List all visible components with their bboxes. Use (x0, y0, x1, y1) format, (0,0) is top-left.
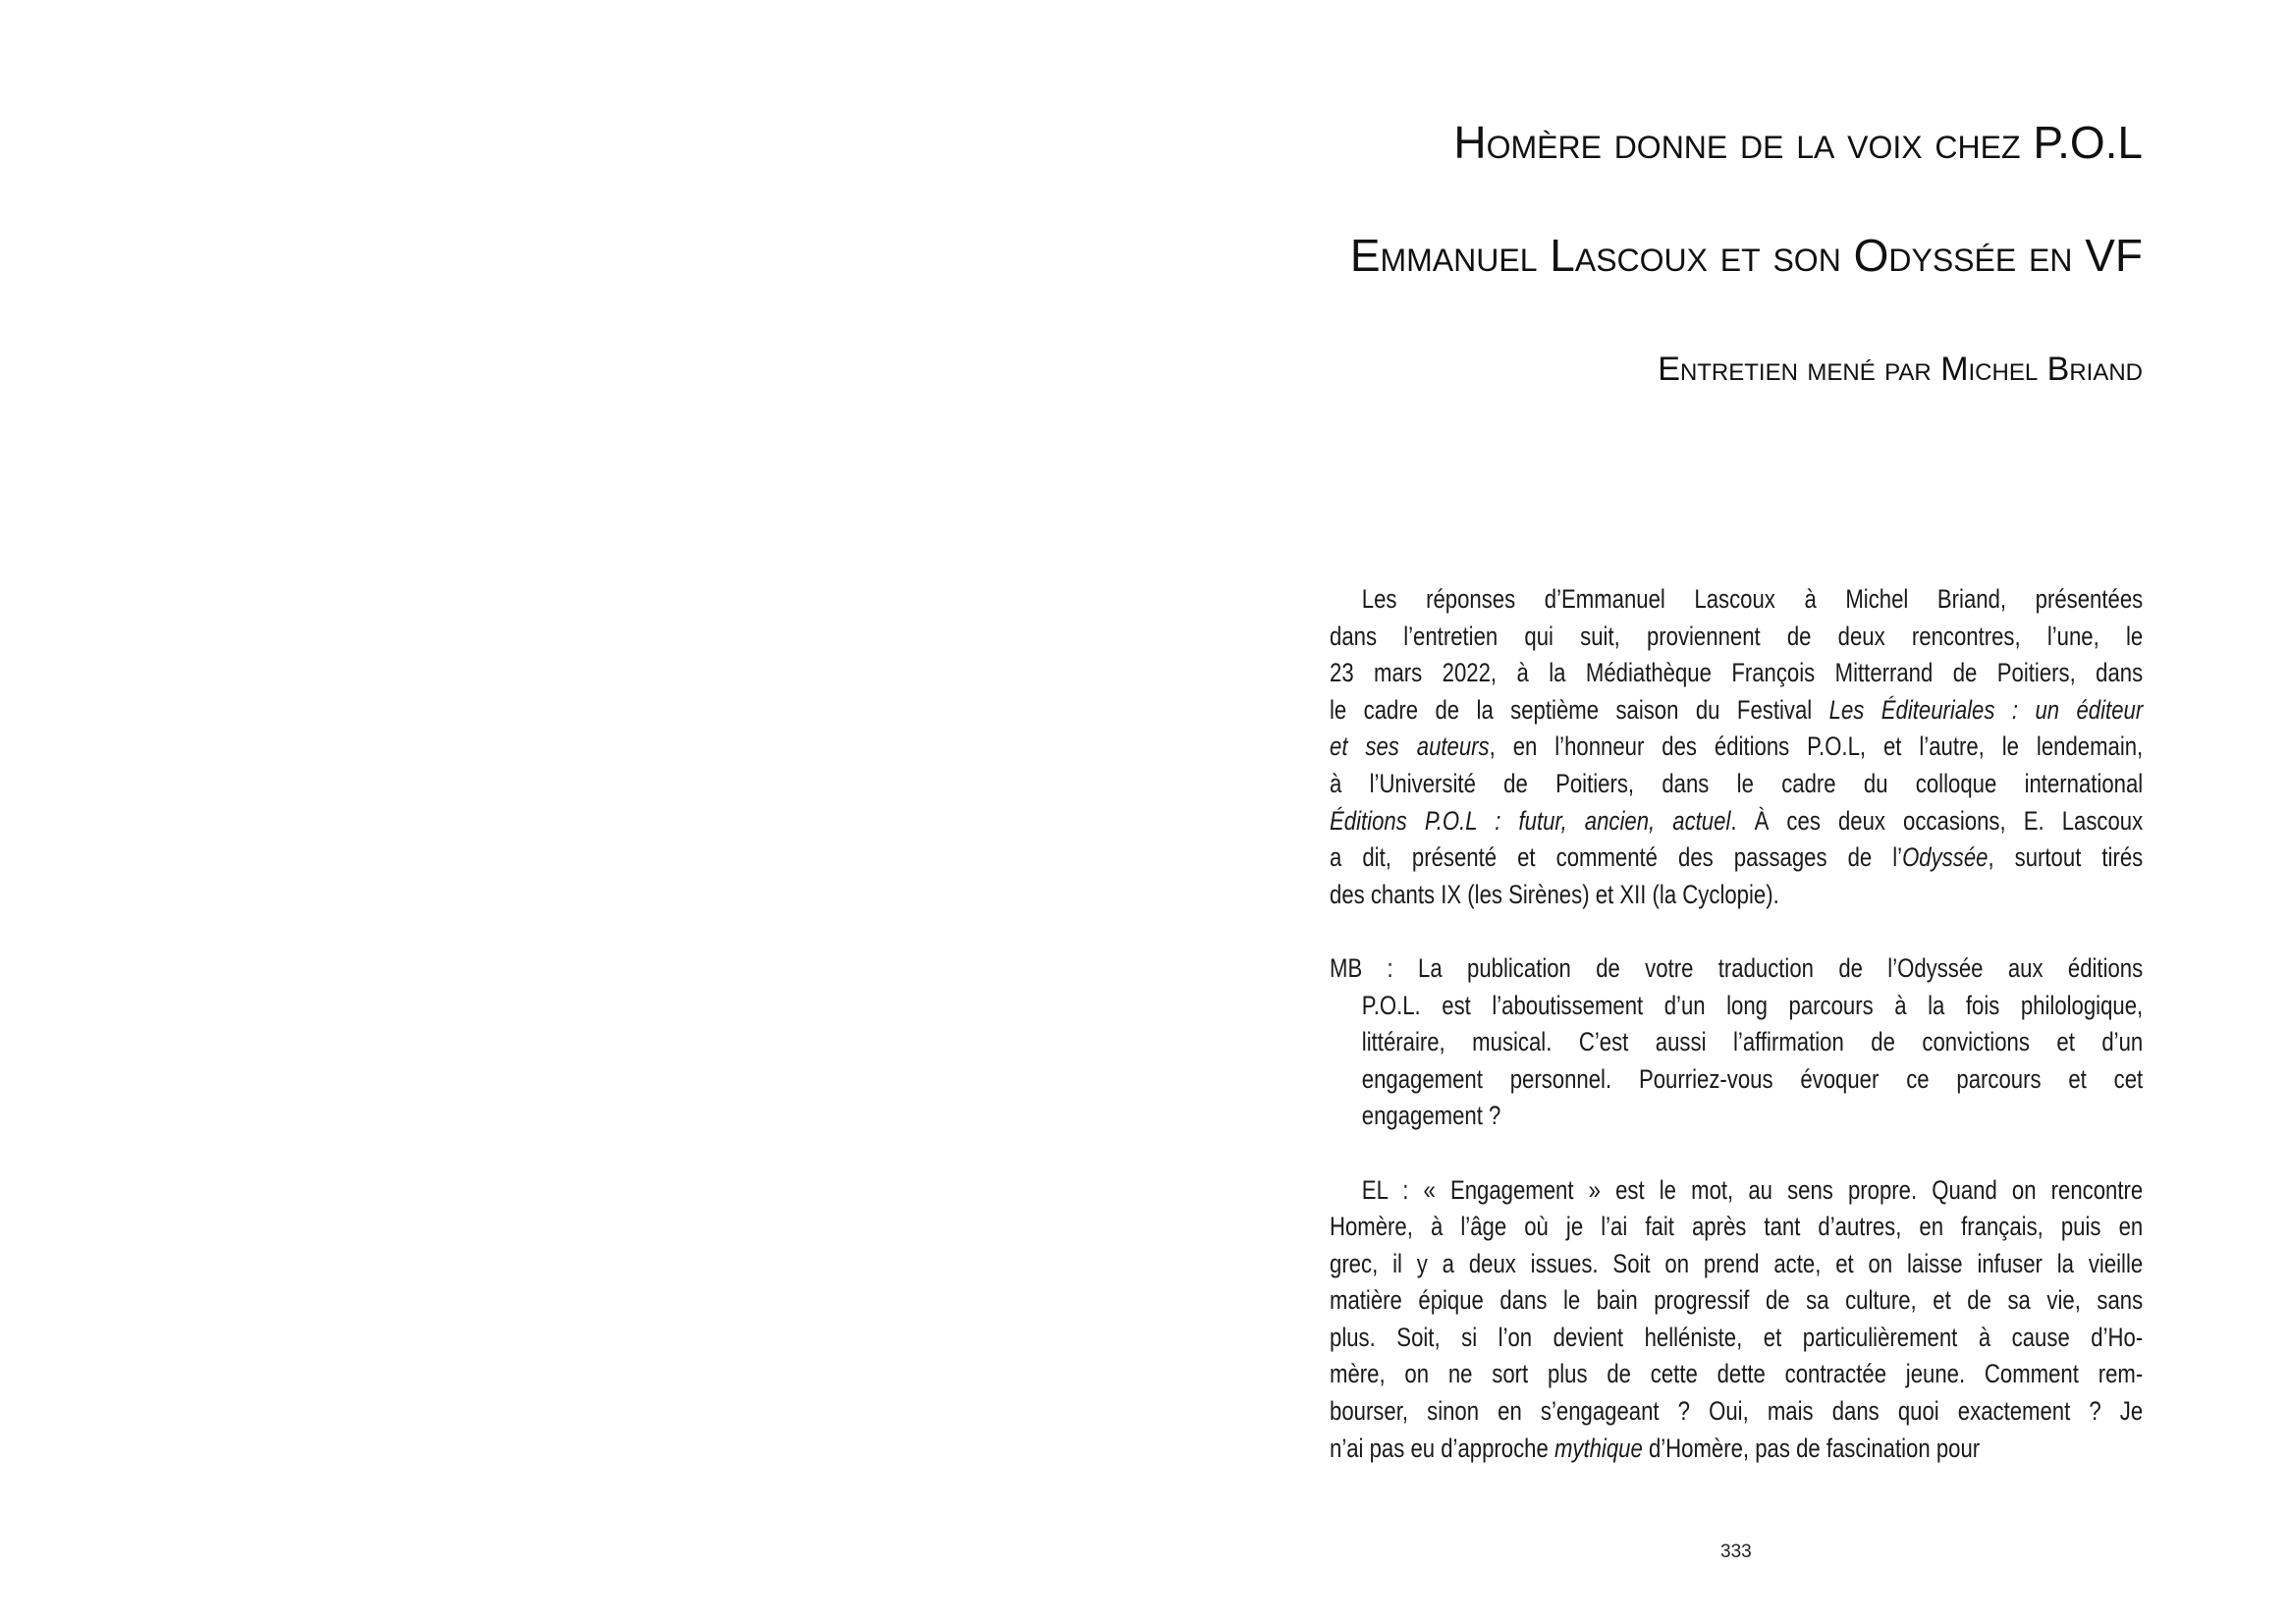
text-line (1330, 1282, 2143, 1320)
text-line (1330, 1320, 2143, 1357)
text-segment: engagement ? (1361, 1101, 1501, 1131)
text-segment: Homère, à l’âge où je l’ai fait après tant d’autres, en français, puis en (1330, 1212, 2144, 1242)
text-line (1330, 1356, 2143, 1393)
text-line (1330, 803, 2143, 840)
text-line (1330, 729, 2143, 766)
text-segment: bourser, sinon en s’engageant ? Oui, mais dans quoi exactement ? Je (1330, 1396, 2144, 1427)
article-title: Homère donne de la voix chez P.O.L (1453, 117, 2143, 168)
text-line (1330, 877, 2143, 914)
text-segment: n’ai pas eu d’approche (1330, 1433, 1554, 1463)
text-line (1330, 1431, 2143, 1468)
text-line (1330, 766, 2143, 803)
text-segment: grec, il y a deux issues. Soit on prend acte, et on laisse infuser la vieille (1330, 1248, 2144, 1278)
text-segment: mère, on ne sort plus de cette dette contractée jeune. Comment rem- (1330, 1359, 2144, 1389)
text-segment: a dit, présenté et commenté des passages de l’ (1330, 842, 1903, 873)
text-segment: littéraire, musical. C’est aussi l’affirmation de convictions et d’un (1361, 1027, 2144, 1057)
paragraph-gap (1330, 913, 2143, 950)
text-segment: , surtout tirés (1988, 842, 2144, 873)
italic-text: Odyssée (1902, 842, 1989, 873)
text-segment: des chants IX (les Sirènes) et XII (la Cyclopie). (1330, 879, 1779, 909)
text-segment: engagement personnel. Pourriez-vous évoquer ce parcours et cet (1361, 1063, 2144, 1094)
text-line (1330, 1098, 2143, 1135)
page-number: 333 (1720, 1542, 1752, 1562)
text-segment: Les réponses d’Emmanuel Lascoux à Michel Briand, présentées (1361, 584, 2144, 614)
italic-text: et ses auteurs (1330, 731, 1490, 762)
text-segment: EL : « Engagement » est le mot, au sens propre. Quand on rencontre (1361, 1174, 2144, 1205)
text-segment: à l’Université de Poitiers, dans le cadre du colloque international (1330, 768, 2144, 798)
article-byline: Entretien mené par Michel Briand (1658, 351, 2143, 388)
text-segment: , en l’honneur des éditions P.O.L, et l’autre, le lendemain, (1489, 731, 2144, 762)
text-segment: P.O.L. est l’aboutissement d’un long parcours à la fois philologique, (1361, 990, 2144, 1020)
italic-text: Éditions P.O.L : futur, ancien, actuel (1330, 805, 1731, 836)
paragraph-gap (1330, 1135, 2143, 1172)
paragraph (1330, 581, 2143, 913)
body-text (1330, 581, 2143, 1467)
text-segment: matière épique dans le bain progressif de sa culture, et de sa vie, sans (1330, 1285, 2144, 1316)
text-line (1330, 1172, 2143, 1210)
text-segment: dans l’entretien qui suit, proviennent de deux rencontres, l’une, le (1330, 621, 2144, 651)
text-segment: d’Homère, pas de fascination pour (1642, 1433, 1981, 1463)
text-line (1330, 1209, 2143, 1246)
text-line (1330, 839, 2143, 877)
text-line (1330, 950, 2143, 988)
italic-text: Les Éditeuriales : un éditeur (1828, 694, 2144, 725)
italic-text: mythique (1553, 1433, 1643, 1463)
paragraph (1330, 1172, 2143, 1468)
text-segment: MB : La publication de votre traduction de l’Odyssée aux éditions (1330, 952, 2144, 983)
text-segment: le cadre de la septième saison du Festival (1330, 694, 1829, 725)
text-line (1330, 1061, 2143, 1099)
text-line (1330, 988, 2143, 1025)
text-line (1330, 1246, 2143, 1283)
paragraph (1330, 950, 2143, 1135)
text-line (1330, 692, 2143, 730)
text-segment: . À ces deux occasions, E. Lascoux (1730, 805, 2144, 836)
text-line (1330, 581, 2143, 619)
text-segment: 23 mars 2022, à la Médiathèque François Mitterrand de Poitiers, dans (1330, 658, 2144, 688)
text-segment: plus. Soit, si l’on devient helléniste, et particulièrement à cause d’Ho- (1330, 1322, 2144, 1352)
text-line (1330, 619, 2143, 656)
text-line (1330, 1024, 2143, 1061)
text-line (1330, 655, 2143, 692)
text-line (1330, 1393, 2143, 1431)
article-subtitle: Emmanuel Lascoux et son Odyssée en VF (1349, 230, 2143, 281)
